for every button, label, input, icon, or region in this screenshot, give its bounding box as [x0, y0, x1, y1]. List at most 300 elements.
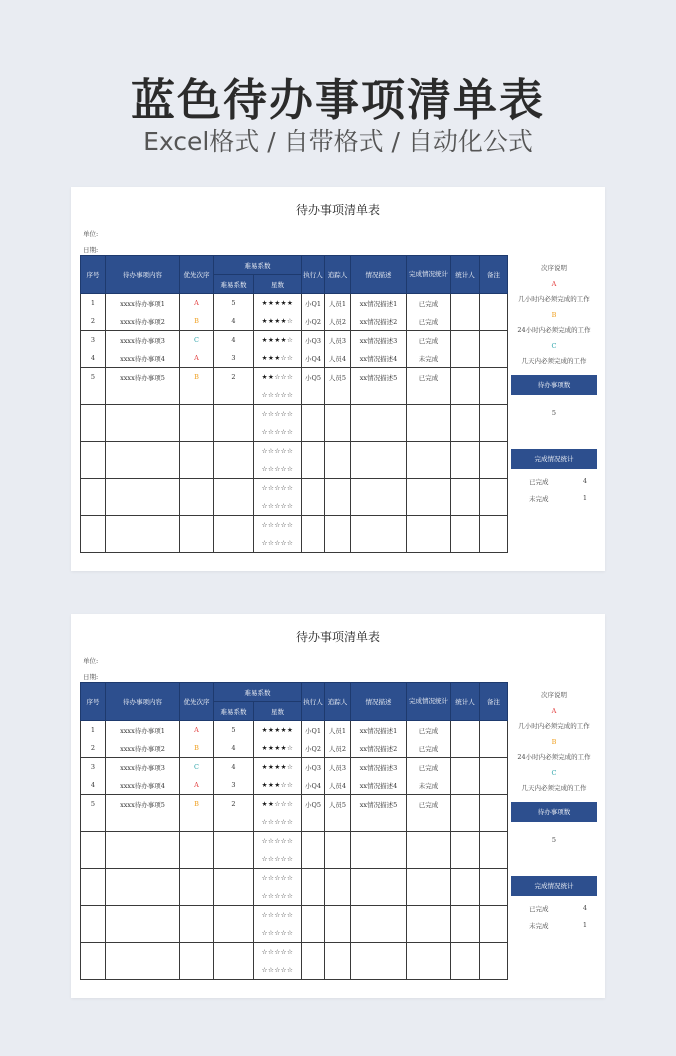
- cell-tracker: [325, 813, 351, 832]
- cell-tracker: [325, 405, 351, 424]
- col-done: 完成情况统计: [407, 256, 451, 294]
- cell-seq: [81, 961, 106, 980]
- cell-priority: [180, 906, 214, 925]
- table-row: [81, 312, 508, 331]
- cell-done: 未完成: [407, 776, 451, 795]
- cell-coef: [214, 386, 254, 405]
- cell-tracker: [325, 924, 351, 943]
- cell-coef: 4: [214, 331, 254, 350]
- cell-item: xxxx待办事项3: [106, 758, 180, 777]
- cell-done: [407, 813, 451, 832]
- cell-seq: [81, 887, 106, 906]
- table-row: [81, 739, 508, 758]
- col-seq: 序号: [81, 683, 106, 721]
- cell-tracker: [325, 460, 351, 479]
- cell-item: [106, 516, 180, 535]
- cell-desc: [351, 943, 407, 962]
- col-priority: 优先次序: [180, 683, 214, 721]
- cell-seq: [81, 497, 106, 516]
- legend-text: 几天内必须完成的工作: [521, 784, 587, 792]
- legend-text: 几天内必须完成的工作: [521, 357, 587, 365]
- cell-note: [480, 479, 508, 498]
- table-row: [81, 534, 508, 553]
- cell-desc: xx情况描述4: [351, 776, 407, 795]
- cell-priority: [180, 943, 214, 962]
- cell-executor: [302, 516, 325, 535]
- count-title: 待办事项数: [511, 802, 597, 822]
- cell-done: [407, 850, 451, 869]
- cell-item: xxxx待办事项1: [106, 294, 180, 313]
- cell-coef: [214, 813, 254, 832]
- cell-stat: [451, 924, 480, 943]
- cell-coef: [214, 924, 254, 943]
- cell-tracker: [325, 423, 351, 442]
- cell-stars: ☆☆☆☆☆: [254, 423, 302, 442]
- cell-priority: A: [180, 776, 214, 795]
- cell-item: [106, 961, 180, 980]
- cell-coef: 3: [214, 776, 254, 795]
- cell-stars: ☆☆☆☆☆: [254, 943, 302, 962]
- cell-tracker: [325, 906, 351, 925]
- cell-executor: [302, 460, 325, 479]
- cell-priority: [180, 423, 214, 442]
- cell-note: [480, 869, 508, 888]
- cell-done: [407, 516, 451, 535]
- cell-desc: [351, 516, 407, 535]
- cell-stars: ★★☆☆☆: [254, 795, 302, 814]
- cell-executor: [302, 386, 325, 405]
- cell-coef: [214, 850, 254, 869]
- cell-desc: [351, 405, 407, 424]
- col-executor: 执行人: [302, 256, 325, 294]
- cell-desc: [351, 924, 407, 943]
- cell-item: xxxx待办事项5: [106, 368, 180, 387]
- cell-executor: 小Q2: [302, 312, 325, 331]
- status-row: [511, 904, 597, 913]
- cell-note: [480, 423, 508, 442]
- cell-executor: [302, 887, 325, 906]
- status-value: 1: [582, 921, 587, 929]
- col-priority: 优先次序: [180, 256, 214, 294]
- cell-desc: xx情况描述5: [351, 795, 407, 814]
- cell-desc: [351, 497, 407, 516]
- cell-stars: ☆☆☆☆☆: [254, 869, 302, 888]
- cell-priority: B: [180, 795, 214, 814]
- cell-stars: ☆☆☆☆☆: [254, 924, 302, 943]
- status-title: 完成情况统计: [511, 876, 597, 896]
- cell-seq: [81, 832, 106, 851]
- cell-stat: [451, 423, 480, 442]
- table-row: [81, 294, 508, 313]
- cell-desc: [351, 813, 407, 832]
- cell-executor: 小Q2: [302, 739, 325, 758]
- cell-stat: [451, 460, 480, 479]
- cell-tracker: [325, 534, 351, 553]
- cell-done: 已完成: [407, 368, 451, 387]
- cell-priority: C: [180, 331, 214, 350]
- cell-item: [106, 906, 180, 925]
- cell-tracker: [325, 887, 351, 906]
- cell-done: 已完成: [407, 721, 451, 740]
- cell-note: [480, 887, 508, 906]
- cell-tracker: 人员2: [325, 312, 351, 331]
- status-row: [511, 494, 597, 503]
- cell-note: [480, 721, 508, 740]
- cell-coef: 5: [214, 294, 254, 313]
- cell-item: xxxx待办事项1: [106, 721, 180, 740]
- cell-priority: [180, 479, 214, 498]
- cell-item: [106, 442, 180, 461]
- cell-stat: [451, 961, 480, 980]
- cell-desc: [351, 869, 407, 888]
- sheet-preview-2: [71, 614, 605, 998]
- cell-seq: [81, 924, 106, 943]
- cell-note: [480, 460, 508, 479]
- cell-stat: [451, 349, 480, 368]
- cell-priority: B: [180, 739, 214, 758]
- cell-tracker: [325, 943, 351, 962]
- cell-stat: [451, 869, 480, 888]
- cell-note: [480, 832, 508, 851]
- cell-seq: 1: [81, 294, 106, 313]
- cell-executor: [302, 906, 325, 925]
- cell-tracker: [325, 850, 351, 869]
- cell-stars: ☆☆☆☆☆: [254, 516, 302, 535]
- cell-executor: 小Q4: [302, 776, 325, 795]
- cell-seq: 3: [81, 758, 106, 777]
- sheet-title: 待办事项清单表: [295, 630, 380, 644]
- cell-stat: [451, 739, 480, 758]
- cell-done: [407, 405, 451, 424]
- cell-tracker: [325, 516, 351, 535]
- cell-stat: [451, 813, 480, 832]
- cell-item: [106, 832, 180, 851]
- cell-tracker: [325, 479, 351, 498]
- cell-coef: 4: [214, 739, 254, 758]
- cell-executor: [302, 534, 325, 553]
- cell-stars: ★★★★★: [254, 294, 302, 313]
- cell-executor: [302, 442, 325, 461]
- col-desc: 情况描述: [351, 256, 407, 294]
- cell-seq: [81, 442, 106, 461]
- cell-desc: [351, 887, 407, 906]
- cell-item: [106, 405, 180, 424]
- cell-item: xxxx待办事项3: [106, 331, 180, 350]
- table-row: [81, 795, 508, 814]
- cell-desc: [351, 479, 407, 498]
- col-note: 备注: [480, 256, 508, 294]
- cell-stat: [451, 294, 480, 313]
- cell-done: 未完成: [407, 349, 451, 368]
- cell-stars: ★★★★★: [254, 721, 302, 740]
- col-stat: 统计人: [451, 256, 480, 294]
- cell-item: [106, 813, 180, 832]
- cell-stars: ★★★☆☆: [254, 349, 302, 368]
- cell-coef: 2: [214, 368, 254, 387]
- cell-note: [480, 349, 508, 368]
- cell-coef: [214, 961, 254, 980]
- cell-priority: [180, 887, 214, 906]
- cell-seq: 4: [81, 349, 106, 368]
- col-stars: 星数: [254, 275, 302, 294]
- cell-stat: [451, 832, 480, 851]
- cell-stars: ☆☆☆☆☆: [254, 813, 302, 832]
- cell-stars: ☆☆☆☆☆: [254, 405, 302, 424]
- col-item: 待办事项内容: [106, 683, 180, 721]
- table-row: [81, 442, 508, 461]
- status-label: 未完成: [529, 495, 549, 503]
- cell-tracker: [325, 442, 351, 461]
- cell-done: [407, 534, 451, 553]
- cell-stars: ☆☆☆☆☆: [254, 887, 302, 906]
- status-label: 已完成: [529, 478, 549, 486]
- cell-seq: 5: [81, 368, 106, 387]
- cell-note: [480, 368, 508, 387]
- cell-seq: 2: [81, 312, 106, 331]
- cell-note: [480, 497, 508, 516]
- cell-done: 已完成: [407, 795, 451, 814]
- col-difficulty: 难易系数: [214, 683, 302, 702]
- cell-item: [106, 460, 180, 479]
- col-done: 完成情况统计: [407, 683, 451, 721]
- cell-coef: [214, 887, 254, 906]
- legend-key: B: [551, 311, 557, 319]
- legend-key: B: [551, 738, 557, 746]
- legend-text: 24小时内必须完成的工作: [517, 326, 591, 334]
- cell-seq: [81, 943, 106, 962]
- side-panel: [511, 682, 597, 930]
- cell-priority: [180, 405, 214, 424]
- cell-priority: [180, 386, 214, 405]
- cell-done: 已完成: [407, 758, 451, 777]
- todo-table: [80, 682, 508, 980]
- cell-executor: 小Q4: [302, 349, 325, 368]
- cell-tracker: [325, 832, 351, 851]
- cell-desc: xx情况描述1: [351, 294, 407, 313]
- table-row: [81, 869, 508, 888]
- cell-coef: [214, 497, 254, 516]
- cell-desc: xx情况描述3: [351, 331, 407, 350]
- cell-priority: [180, 961, 214, 980]
- cell-executor: [302, 832, 325, 851]
- table-row: [81, 721, 508, 740]
- table-row: [81, 479, 508, 498]
- cell-seq: [81, 516, 106, 535]
- legend-text: 几小时内必须完成的工作: [518, 295, 590, 303]
- cell-seq: [81, 906, 106, 925]
- cell-executor: 小Q5: [302, 795, 325, 814]
- cell-seq: [81, 386, 106, 405]
- cell-done: [407, 943, 451, 962]
- cell-done: [407, 460, 451, 479]
- sheet-preview-1: [71, 187, 605, 571]
- cell-executor: [302, 850, 325, 869]
- cell-done: [407, 497, 451, 516]
- cell-done: 已完成: [407, 312, 451, 331]
- table-row: [81, 924, 508, 943]
- cell-done: [407, 423, 451, 442]
- cell-note: [480, 943, 508, 962]
- cell-note: [480, 776, 508, 795]
- cell-stat: [451, 534, 480, 553]
- cell-item: [106, 534, 180, 553]
- cell-priority: A: [180, 721, 214, 740]
- cell-priority: [180, 460, 214, 479]
- cell-coef: [214, 479, 254, 498]
- cell-tracker: [325, 961, 351, 980]
- cell-done: [407, 832, 451, 851]
- cell-desc: [351, 386, 407, 405]
- cell-executor: [302, 924, 325, 943]
- cell-coef: [214, 442, 254, 461]
- cell-priority: C: [180, 758, 214, 777]
- cell-desc: [351, 460, 407, 479]
- legend-key: A: [551, 707, 557, 715]
- cell-note: [480, 405, 508, 424]
- cell-priority: B: [180, 312, 214, 331]
- sheet-title: 待办事项清单表: [295, 203, 380, 217]
- cell-item: [106, 943, 180, 962]
- cell-stat: [451, 887, 480, 906]
- table-row: [81, 887, 508, 906]
- cell-desc: xx情况描述1: [351, 721, 407, 740]
- cell-item: [106, 850, 180, 869]
- cell-executor: 小Q5: [302, 368, 325, 387]
- cell-note: [480, 386, 508, 405]
- cell-executor: 小Q1: [302, 721, 325, 740]
- cell-seq: [81, 534, 106, 553]
- status-row: [511, 921, 597, 930]
- unit-label: 单位:: [83, 657, 99, 665]
- cell-priority: [180, 813, 214, 832]
- legend-key: A: [551, 280, 557, 288]
- col-tracker: 追踪人: [325, 256, 351, 294]
- cell-tracker: 人员5: [325, 368, 351, 387]
- cell-stat: [451, 312, 480, 331]
- cell-note: [480, 961, 508, 980]
- cell-item: [106, 887, 180, 906]
- cell-stat: [451, 795, 480, 814]
- cell-desc: [351, 442, 407, 461]
- cell-coef: [214, 460, 254, 479]
- cell-note: [480, 739, 508, 758]
- legend-key: C: [551, 342, 557, 350]
- table-row: [81, 813, 508, 832]
- cell-coef: 3: [214, 349, 254, 368]
- cell-seq: [81, 423, 106, 442]
- cell-coef: [214, 423, 254, 442]
- cell-stat: [451, 386, 480, 405]
- cell-executor: [302, 869, 325, 888]
- cell-tracker: 人员1: [325, 721, 351, 740]
- cell-note: [480, 516, 508, 535]
- legend-text: 24小时内必须完成的工作: [517, 753, 591, 761]
- cell-stat: [451, 479, 480, 498]
- cell-seq: [81, 405, 106, 424]
- cell-stars: ☆☆☆☆☆: [254, 386, 302, 405]
- cell-item: xxxx待办事项4: [106, 349, 180, 368]
- cell-coef: 5: [214, 721, 254, 740]
- cell-stars: ☆☆☆☆☆: [254, 460, 302, 479]
- col-note: 备注: [480, 683, 508, 721]
- cell-coef: 4: [214, 312, 254, 331]
- cell-seq: 4: [81, 776, 106, 795]
- cell-coef: [214, 869, 254, 888]
- cell-stars: ☆☆☆☆☆: [254, 832, 302, 851]
- cell-priority: [180, 850, 214, 869]
- col-item: 待办事项内容: [106, 256, 180, 294]
- cell-stat: [451, 368, 480, 387]
- table-row: [81, 516, 508, 535]
- cell-desc: [351, 832, 407, 851]
- cell-done: 已完成: [407, 331, 451, 350]
- cell-executor: [302, 479, 325, 498]
- table-row: [81, 943, 508, 962]
- cell-stat: [451, 331, 480, 350]
- cell-seq: 3: [81, 331, 106, 350]
- cell-priority: [180, 442, 214, 461]
- cell-stat: [451, 405, 480, 424]
- cell-tracker: [325, 869, 351, 888]
- cell-stars: ☆☆☆☆☆: [254, 442, 302, 461]
- cell-done: [407, 479, 451, 498]
- col-desc: 情况描述: [351, 683, 407, 721]
- cell-note: [480, 924, 508, 943]
- cell-executor: [302, 813, 325, 832]
- cell-coef: [214, 405, 254, 424]
- cell-done: [407, 906, 451, 925]
- cell-seq: 2: [81, 739, 106, 758]
- cell-stars: ★★★★☆: [254, 758, 302, 777]
- cell-item: [106, 423, 180, 442]
- status-label: 未完成: [529, 922, 549, 930]
- cell-note: [480, 534, 508, 553]
- cell-desc: [351, 906, 407, 925]
- cell-priority: A: [180, 294, 214, 313]
- unit-label: 单位:: [83, 230, 99, 238]
- cell-stars: ☆☆☆☆☆: [254, 479, 302, 498]
- cell-tracker: [325, 386, 351, 405]
- cell-seq: [81, 479, 106, 498]
- side-panel: [511, 255, 597, 503]
- legend-title: 次序说明: [541, 691, 567, 699]
- table-row: [81, 349, 508, 368]
- cell-stars: ★★★★☆: [254, 331, 302, 350]
- count-value: 5: [551, 409, 557, 417]
- cell-done: [407, 442, 451, 461]
- col-diff-coef: 难易系数: [214, 275, 254, 294]
- table-row: [81, 497, 508, 516]
- cell-item: [106, 497, 180, 516]
- cell-priority: [180, 832, 214, 851]
- cell-priority: [180, 497, 214, 516]
- cell-desc: [351, 534, 407, 553]
- hero-title: 蓝色待办事项清单表: [131, 75, 545, 126]
- cell-stars: ☆☆☆☆☆: [254, 961, 302, 980]
- cell-coef: 4: [214, 758, 254, 777]
- table-row: [81, 850, 508, 869]
- cell-note: [480, 758, 508, 777]
- cell-item: xxxx待办事项2: [106, 739, 180, 758]
- cell-stars: ★★☆☆☆: [254, 368, 302, 387]
- col-stat: 统计人: [451, 683, 480, 721]
- cell-tracker: 人员4: [325, 349, 351, 368]
- cell-executor: [302, 423, 325, 442]
- cell-note: [480, 294, 508, 313]
- cell-coef: [214, 516, 254, 535]
- cell-executor: [302, 943, 325, 962]
- cell-seq: [81, 869, 106, 888]
